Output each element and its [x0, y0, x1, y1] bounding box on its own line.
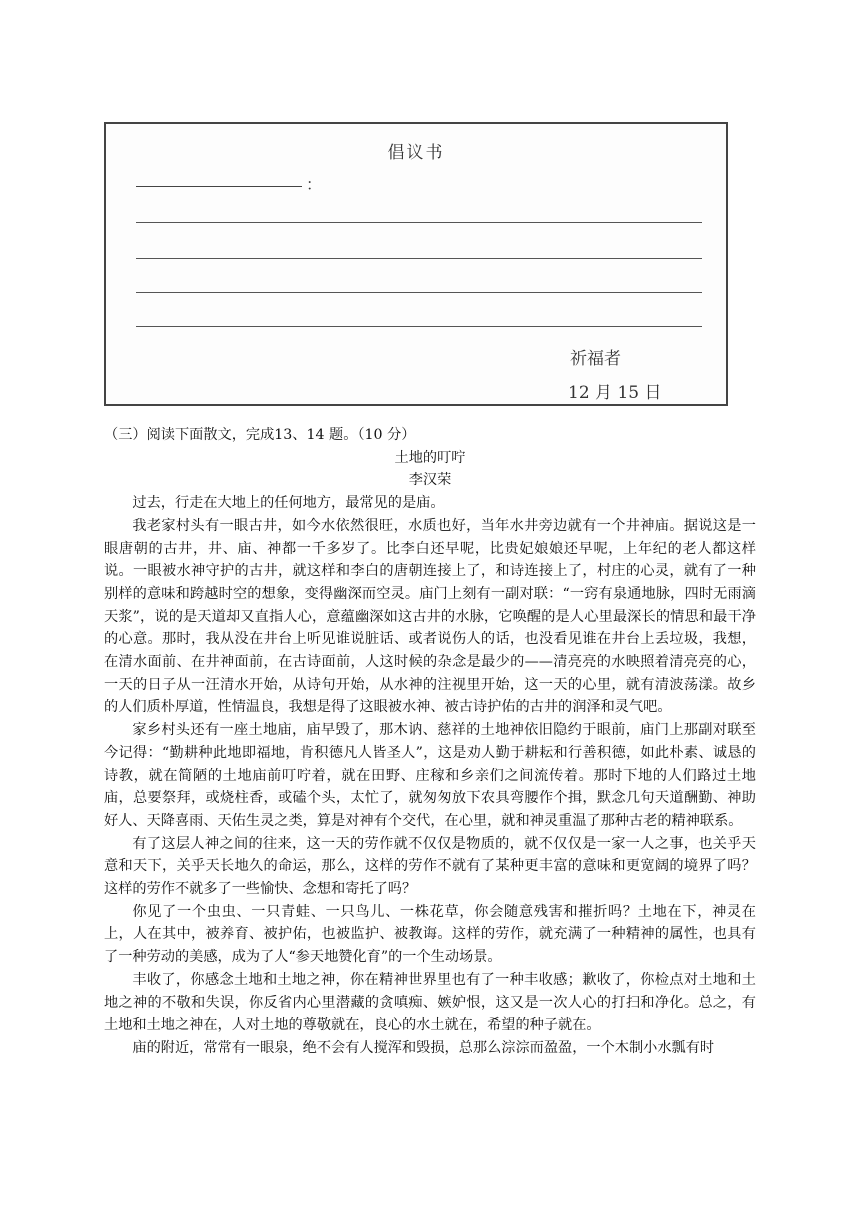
salutation-blank — [136, 186, 302, 187]
paragraph: 有了这层人神之间的往来，这一天的劳作就不仅仅是物质的，就不仅仅是一家一人之事，也关乎天意和天下，关乎天长地久的命运，那么，这样的劳作不就有了某种更丰富的意味和更宽阔的境界了吗？这样的劳作不就多了一些愉快、念想和寄托了吗？ — [104, 835, 756, 898]
paragraph: 过去，行走在大地上的任何地方，最常见的是庙。 — [132, 495, 445, 512]
essay-author: 李汉荣 — [408, 472, 452, 489]
proposal-date: 12 月 15 日 — [568, 383, 662, 403]
paragraph: 我老家村头有一眼古井，如今水依然很旺，水质也好，当年水井旁边就有一个井神庙。据说这是一眼唐朝的古井，井、庙、神都一千多岁了。比李白还早呢，比贵妃娘娘还早呢，上年纪的老人都这样说。一眼被水神守护的古井，就这样和李白的唐朝连接上了，和诗连接上了，村庄的心灵，就有了一种别样的意味和跨越时空的想象，变得幽深而空灵。庙门上刻有一副对联：“一窍有泉通地脉，四时无雨滴天浆”，说的是天道却又直指人心，意蕴幽深如这古井的水脉，它唤醒的是人心里最深长的情思和最干净的心意。那时，我从没在井台上听见谁说脏话、或者说伤人的话，也没看见谁在井台上丢垃圾，我想，在清水面前、在井神面前，在古诗面前，人这时候的杂念是最少的——清亮亮的水映照着清亮亮的心，一天的日子从一汪清水开始，从诗句开始，从水神的注视里开始，这一天的心里，就有清波荡漾。故乡的人们质朴厚道，性情温良，我想是得了这眼被水神、被古诗护佑的古井的润泽和灵气吧。 — [104, 517, 756, 716]
proposal-title: 倡议书 — [387, 143, 445, 163]
paragraph: 家乡村头还有一座土地庙，庙早毁了，那木讷、慈祥的土地神依旧隐约于眼前，庙门上那副对联至今记得：“勤耕种此地即福地，肯积德凡人皆圣人”，这是劝人勤于耕耘和行善积德，如此朴素、诚恳的诗教，就在简陋的土地庙前叮咛着，就在田野、庄稼和乡亲们之间流传着。那时下地的人们路过土地庙，总要祭拜，或烧柱香，或磕个头，太忙了，就匆匆放下农具弯腰作个揖，默念几句天道酬勤、神助好人、天降喜雨、天佑生灵之类，算是对神有个交代，在心里，就和神灵重温了那种古老的精神联系。 — [104, 722, 756, 829]
writing-line — [136, 258, 702, 259]
salutation-colon: ： — [306, 175, 323, 194]
writing-line — [136, 326, 702, 327]
section-instruction: （三）阅读下面散文，完成13、14 题。（10 分） — [104, 427, 416, 443]
essay-title: 土地的叮咛 — [394, 449, 466, 466]
paragraph: 庙的附近，常常有一眼泉，绝不会有人搅浑和毁损，总那么淙淙而盈盈，一个木制小水瓢有时 — [132, 1039, 715, 1056]
reading-section — [104, 424, 756, 1060]
paragraph: 丰收了，你感念土地和土地之神，你在精神世界里也有了一种丰收感；歉收了，你检点对土地和土地之神的不敬和失误，你反省内心里潜藏的贪嗔痴、嫉妒恨，这又是一次人心的打扫和净化。总之，有土地和土地之神在，人对土地的尊敬就在，良心的水土就在，希望的种子就在。 — [104, 971, 756, 1034]
proposal-box — [104, 122, 728, 406]
writing-line — [136, 292, 702, 293]
paragraph: 你见了一个虫虫、一只青蛙、一只鸟儿、一株花草，你会随意残害和摧折吗？土地在下，神灵在上，人在其中，被养育、被护佑，也被监护、被教诲。这样的劳作，就充满了一种精神的属性，也具有了一种劳动的美感，成为了人“参天地赞化育”的一个生动场景。 — [104, 903, 756, 966]
signature: 祈福者 — [570, 349, 621, 369]
writing-line — [136, 222, 702, 223]
